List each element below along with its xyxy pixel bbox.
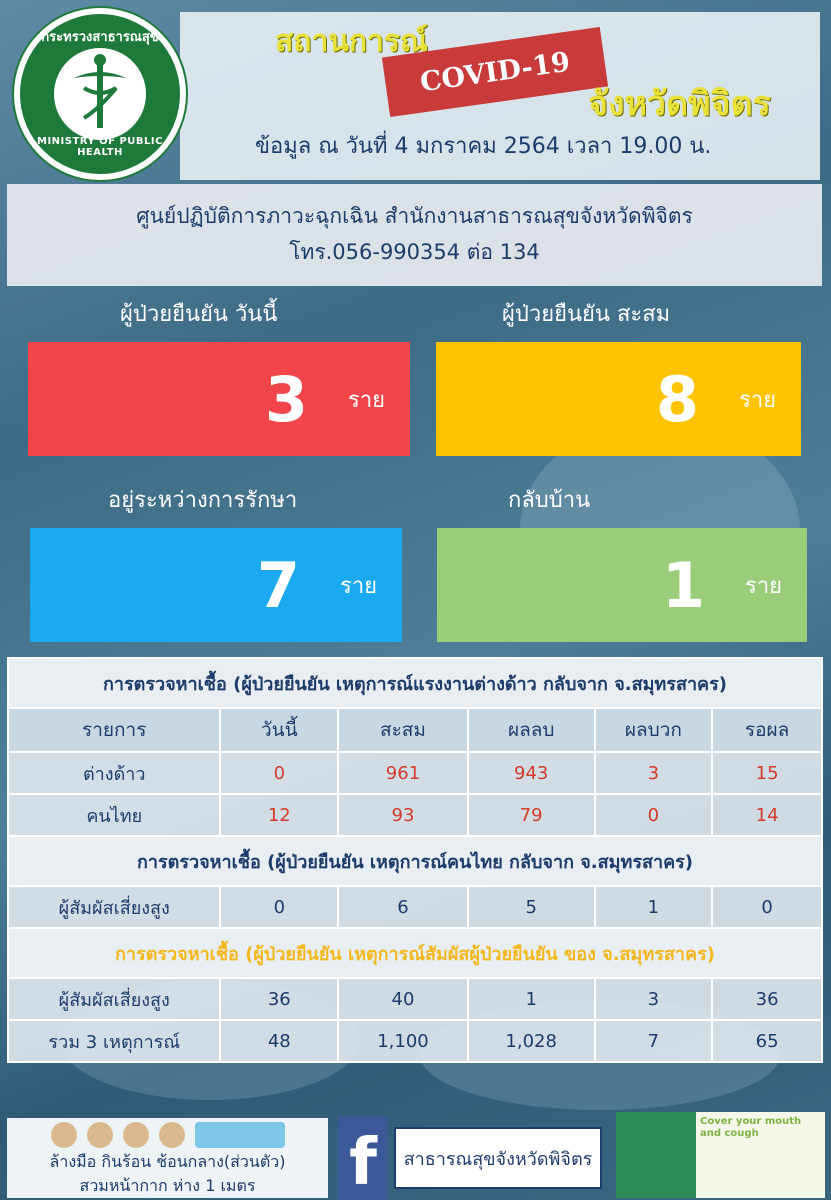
confirmed-total-unit: ราย — [739, 387, 777, 413]
title-province: จังหวัดพิจิตร — [588, 84, 771, 124]
operations-center-box — [7, 184, 822, 286]
row-value: 79 — [468, 794, 595, 836]
mask-icon — [159, 1122, 185, 1148]
logo-text-bottom: MINISTRY OF PUBLIC HEALTH — [37, 136, 163, 158]
in-treatment-unit: ราย — [340, 573, 378, 599]
row-label: ผู้สัมผัสเสี่ยงสูง — [8, 886, 220, 928]
row-value: 0 — [220, 886, 338, 928]
table-row — [8, 794, 822, 836]
spoon-icon — [123, 1122, 149, 1148]
row-value: 0 — [712, 886, 822, 928]
caduceus-icon — [54, 48, 146, 140]
confirmed-total-value: 8 — [655, 362, 699, 436]
row-value: 7 — [595, 1020, 713, 1062]
row-value: 5 — [468, 886, 595, 928]
row-value: 6 — [338, 886, 468, 928]
title-situation: สถานการณ์ — [275, 24, 428, 59]
section-migrant-workers: การตรวจหาเชื้อ (ผู้ป่วยยืนยัน เหตุการณ์แรงงานต่างด้าว กลับจาก จ.สมุทรสาคร) — [8, 658, 822, 708]
row-value: 36 — [712, 978, 822, 1020]
confirmed-today-card — [28, 342, 410, 456]
row-value: 3 — [595, 752, 713, 794]
recovered-value: 1 — [661, 548, 705, 622]
row-value: 3 — [595, 978, 713, 1020]
center-name: ศูนย์ปฏิบัติการภาวะฉุกเฉิน สำนักงานสาธารณสุขจังหวัดพิจิตร — [136, 204, 693, 228]
confirmed-total-card — [436, 342, 801, 456]
header-cell: ผลบวก — [595, 708, 713, 752]
facebook-page-name: สาธารณสุขจังหวัดพิจิตร — [394, 1127, 602, 1189]
facebook-icon: f — [338, 1116, 388, 1200]
row-label: ต่างด้าว — [8, 752, 220, 794]
ministry-logo — [14, 8, 186, 180]
row-value: 36 — [220, 978, 338, 1020]
header-cell: รายการ — [8, 708, 220, 752]
row-value: 0 — [595, 794, 713, 836]
row-value: 14 — [712, 794, 822, 836]
hygiene-tips — [7, 1118, 328, 1198]
row-label: รวม 3 เหตุการณ์ — [8, 1020, 220, 1062]
testing-table — [7, 657, 823, 1063]
section-contacts: การตรวจหาเชื้อ (ผู้ป่วยยืนยัน เหตุการณ์สัมผัสผู้ป่วยยืนยัน ของ จ.สมุทรสาคร) — [8, 928, 822, 978]
row-value: 93 — [338, 794, 468, 836]
hygiene-line1: ล้างมือ กินร้อน ช้อนกลาง(ส่วนตัว) — [49, 1152, 286, 1171]
table-row — [8, 886, 822, 928]
facebook-page-link[interactable] — [338, 1116, 606, 1200]
recovered-unit: ราย — [745, 573, 783, 599]
row-value: 65 — [712, 1020, 822, 1062]
logo-text-top: กระทรวงสาธารณสุข — [41, 30, 159, 45]
row-value: 1 — [595, 886, 713, 928]
row-label: ผู้สัมผัสเสี่ยงสูง — [8, 978, 220, 1020]
cough-poster — [696, 1112, 825, 1198]
header-cell: ผลลบ — [468, 708, 595, 752]
row-value: 943 — [468, 752, 595, 794]
table-header-row — [8, 708, 822, 752]
header-cell: วันนี้ — [220, 708, 338, 752]
eat-hot-icon — [87, 1122, 113, 1148]
cough-poster-text: Cover your mouth and cough — [700, 1116, 802, 1139]
row-value: 12 — [220, 794, 338, 836]
confirmed-today-label: ผู้ป่วยยืนยัน วันนี้ — [120, 302, 278, 327]
handwash-icon — [51, 1122, 77, 1148]
in-treatment-card — [30, 528, 402, 642]
row-value: 40 — [338, 978, 468, 1020]
covid-banner: COVID-19 — [382, 27, 608, 117]
center-phone: โทร.056-990354 ต่อ 134 — [289, 240, 540, 264]
hygiene-line2: สวมหน้ากาก ห่าง 1 เมตร — [79, 1176, 256, 1195]
row-value: 1,028 — [468, 1020, 595, 1062]
row-value: 0 — [220, 752, 338, 794]
table-row — [8, 752, 822, 794]
row-label: คนไทย — [8, 794, 220, 836]
row-value: 961 — [338, 752, 468, 794]
header-cell: สะสม — [338, 708, 468, 752]
row-value: 1,100 — [338, 1020, 468, 1062]
header-cell: รอผล — [712, 708, 822, 752]
row-value: 15 — [712, 752, 822, 794]
report-date: ข้อมูล ณ วันที่ 4 มกราคม 2564 เวลา 19.00 น. — [255, 134, 712, 159]
table-row — [8, 978, 822, 1020]
row-value: 1 — [468, 978, 595, 1020]
distance-icon — [195, 1122, 285, 1148]
in-treatment-label: อยู่ระหว่างการรักษา — [108, 488, 298, 513]
confirmed-total-label: ผู้ป่วยยืนยัน สะสม — [502, 302, 671, 327]
in-treatment-value: 7 — [256, 548, 300, 622]
recovered-label: กลับบ้าน — [508, 488, 591, 513]
table-row — [8, 1020, 822, 1062]
section-thai-returnees: การตรวจหาเชื้อ (ผู้ป่วยยืนยัน เหตุการณ์คนไทย กลับจาก จ.สมุทรสาคร) — [8, 836, 822, 886]
crowd-poster-image — [616, 1112, 696, 1198]
row-value: 48 — [220, 1020, 338, 1062]
confirmed-today-unit: ราย — [348, 387, 386, 413]
recovered-card — [437, 528, 807, 642]
hygiene-icons — [7, 1118, 328, 1150]
confirmed-today-value: 3 — [264, 362, 308, 436]
